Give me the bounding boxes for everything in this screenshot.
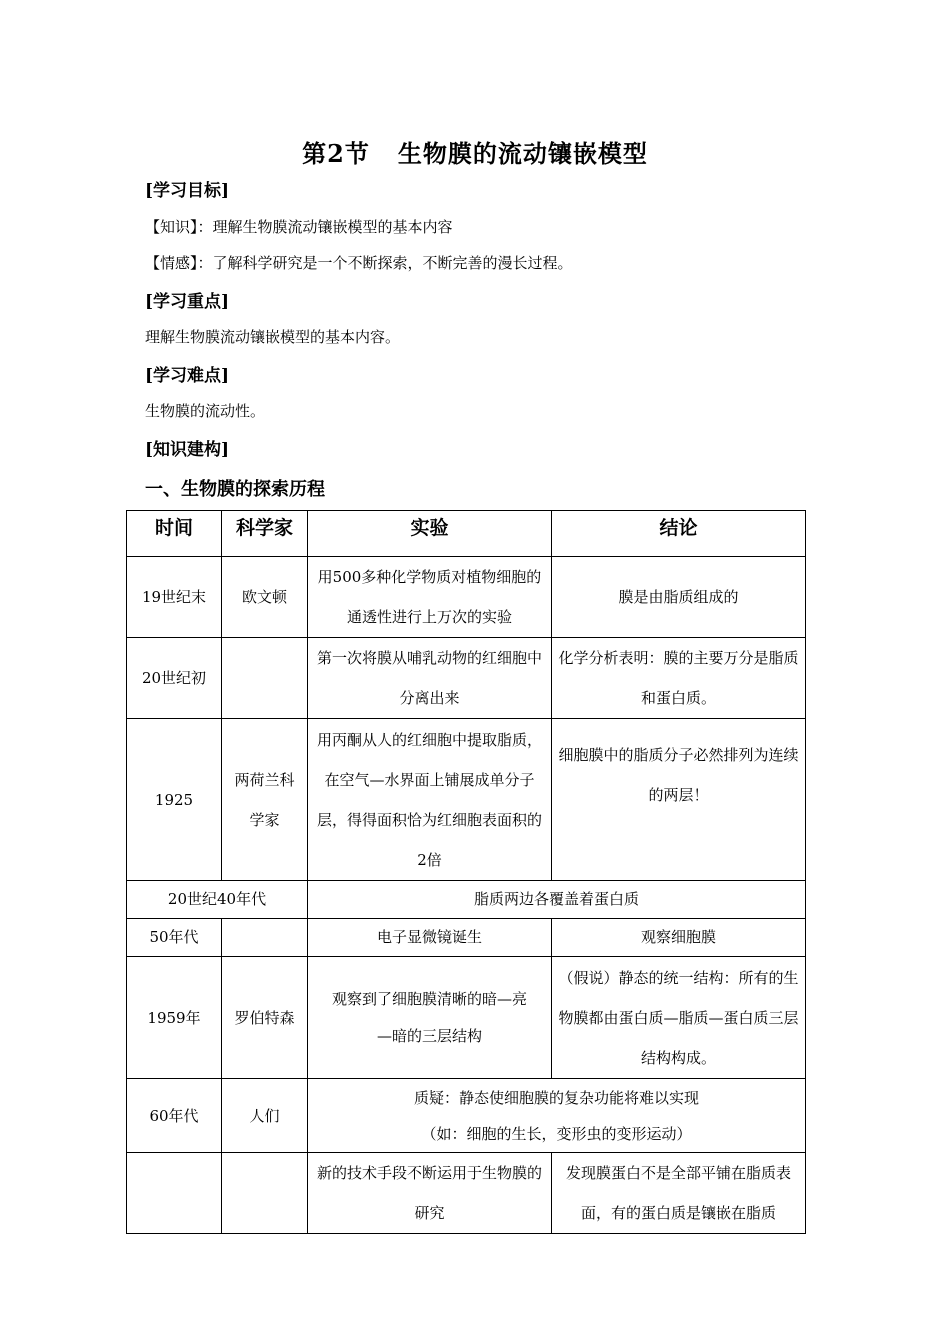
header-conclusion: 结论 bbox=[552, 511, 806, 557]
cell-time: 50年代 bbox=[127, 919, 222, 957]
header-scientist: 科学家 bbox=[222, 511, 308, 557]
section-heading: 一、生物膜的探索历程 bbox=[145, 479, 325, 500]
cell-time: 20世纪40年代 bbox=[127, 881, 308, 919]
goal-emotion: 【情感】：了解科学研究是一个不断探索，不断完善的漫长过程。 bbox=[145, 254, 573, 272]
table-row bbox=[127, 881, 806, 919]
cell-experiment: 第一次将膜从哺乳动物的红细胞中分离出来 bbox=[308, 638, 552, 719]
table-row bbox=[127, 1079, 806, 1153]
goals-heading: [学习目标] bbox=[145, 181, 230, 201]
cell-time bbox=[127, 1153, 222, 1234]
cell-time: 1925 bbox=[127, 719, 222, 881]
goal-knowledge: 【知识】：理解生物膜流动镶嵌模型的基本内容 bbox=[145, 218, 453, 236]
merged-line-1: 质疑：静态使细胞膜的复杂功能将难以实现 bbox=[413, 1088, 699, 1107]
history-table bbox=[126, 510, 806, 1234]
cell-scientist: 欧文顿 bbox=[222, 557, 308, 638]
cell-merged bbox=[308, 1079, 806, 1153]
table-row bbox=[127, 957, 806, 1079]
cell-conclusion: 观察细胞膜 bbox=[552, 919, 806, 957]
cell-scientist: 人们 bbox=[222, 1079, 308, 1153]
cell-time: 19世纪末 bbox=[127, 557, 222, 638]
cell-time: 60年代 bbox=[127, 1079, 222, 1153]
page-title: 第2节 生物膜的流动镶嵌模型 bbox=[302, 139, 648, 168]
cell-experiment: 用丙酮从人的红细胞中提取脂质，在空气—水界面上铺展成单分子层，得得面积恰为红细胞表面积的2倍 bbox=[308, 719, 552, 881]
construct-heading: [知识建构] bbox=[145, 440, 230, 460]
table-row bbox=[127, 638, 806, 719]
cell-merged: 脂质两边各覆盖着蛋白质 bbox=[308, 881, 806, 919]
table-row bbox=[127, 719, 806, 881]
focus-heading: [学习重点] bbox=[145, 292, 230, 312]
table-row bbox=[127, 1153, 806, 1234]
cell-scientist: 罗伯特森 bbox=[222, 957, 308, 1079]
cell-scientist: 两荷兰科学家 bbox=[222, 719, 308, 881]
difficulty-heading: [学习难点] bbox=[145, 366, 230, 386]
header-time: 时间 bbox=[127, 511, 222, 557]
cell-conclusion: 细胞膜中的脂质分子必然排列为连续的两层！ bbox=[552, 719, 806, 881]
cell-scientist bbox=[222, 919, 308, 957]
cell-conclusion: 发现膜蛋白不是全部平铺在脂质表面，有的蛋白质是镶嵌在脂质 bbox=[552, 1153, 806, 1234]
table-row bbox=[127, 919, 806, 957]
cell-conclusion: 化学分析表明：膜的主要万分是脂质和蛋白质。 bbox=[552, 638, 806, 719]
table-header-row bbox=[127, 511, 806, 557]
cell-scientist bbox=[222, 638, 308, 719]
cell-conclusion: 膜是由脂质组成的 bbox=[552, 557, 806, 638]
cell-conclusion: （假说）静态的统一结构：所有的生物膜都由蛋白质—脂质—蛋白质三层结构构成。 bbox=[552, 957, 806, 1079]
difficulty-text: 生物膜的流动性。 bbox=[145, 402, 266, 420]
header-experiment: 实验 bbox=[308, 511, 552, 557]
cell-experiment: 新的技术手段不断运用于生物膜的研究 bbox=[308, 1153, 552, 1234]
cell-experiment: 用500多种化学物质对植物细胞的通透性进行上万次的实验 bbox=[308, 557, 552, 638]
cell-time: 1959年 bbox=[127, 957, 222, 1079]
focus-text: 理解生物膜流动镶嵌模型的基本内容。 bbox=[145, 328, 401, 346]
table-row bbox=[127, 557, 806, 638]
cell-experiment: 电子显微镜诞生 bbox=[308, 919, 552, 957]
cell-scientist bbox=[222, 1153, 308, 1234]
cell-time: 20世纪初 bbox=[127, 638, 222, 719]
merged-line-2: （如：细胞的生长，变形虫的变形运动） bbox=[421, 1124, 692, 1143]
cell-experiment: 观察到了细胞膜清晰的暗—亮—暗的三层结构 bbox=[308, 957, 552, 1079]
